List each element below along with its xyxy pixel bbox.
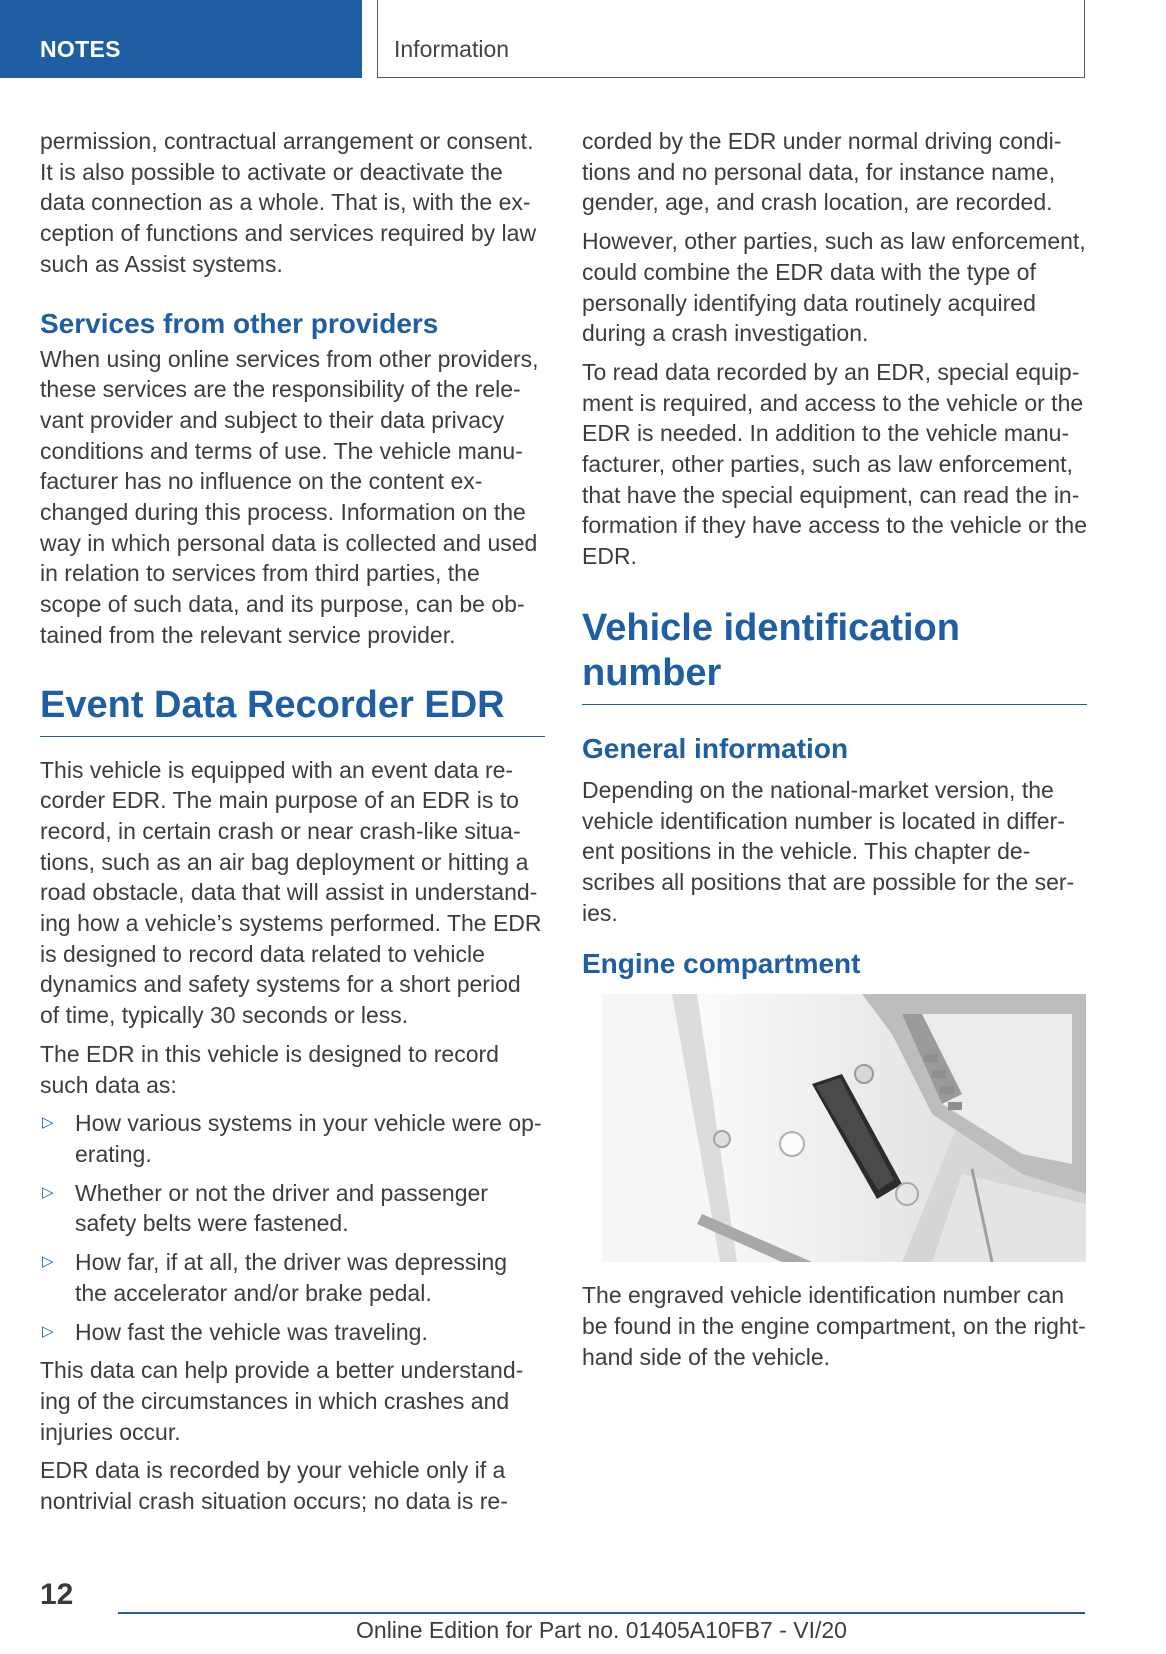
engine-compartment-heading: Engine compartment — [582, 948, 861, 980]
bullet-arrow-icon: ▷ — [42, 1114, 54, 1132]
edr-reading-paragraph: To read data recorded by an EDR, special equipment is required, and access to the vehicle or the EDR is needed. In addition to the vehicle manufacturer, other parties, such as law enforcement, that have the special equipment, can read the information if they have access to the vehicle or the EDR. — [582, 358, 1087, 570]
general-information-paragraph: Depending on the national-market version, the vehicle identification number is located in different positions in the vehicle. This chapter describes all positions that are possible for the series. — [582, 776, 1075, 926]
general-information-heading: General information — [582, 732, 849, 764]
engine-compartment-image — [602, 994, 1086, 1262]
chapter-header — [377, 0, 1085, 78]
right-column — [582, 126, 1087, 1380]
engine-compartment-paragraph: The engraved vehicle identification number can be found in the engine compartment, on the right-hand side of the vehicle. — [582, 1282, 1086, 1370]
chapter-label: Information — [394, 36, 510, 62]
services-heading: Services from other providers — [40, 307, 439, 339]
bullet-arrow-icon: ▷ — [42, 1253, 54, 1271]
bullet-arrow-icon: ▷ — [42, 1322, 54, 1340]
services-paragraph: When using online services from other providers, these services are the responsibility of the relevant provider and subject to their data privacy conditions and terms of use. The vehicle manufacturer has no influence on the content exchanged during this process. Information on the way in which personal data is collected and used in relation to services from third parties, the scope of such data, and its purpose, can be obtained from the relevant service provider. — [40, 345, 539, 648]
list-item: ▷ Whether or not the driver and passenger safety belts were fastened. — [42, 1179, 488, 1237]
list-item: ▷ How various systems in your vehicle were operating. — [42, 1110, 542, 1167]
list-item: ▷ How far, if at all, the driver was depressing the accelerator and/or brake pedal. — [42, 1249, 508, 1306]
section-label: NOTES — [40, 36, 121, 62]
law-enforcement-paragraph: However, other parties, such as law enforcement, could combine the EDR data with the type of personally identifying data routinely acquired during a crash investigation. — [582, 228, 1086, 347]
list-item: ▷ How fast the vehicle was traveling. — [40, 1317, 545, 1348]
bullet-arrow-icon: ▷ — [42, 1183, 54, 1201]
vin-heading: Vehicle identification number — [582, 606, 1087, 705]
edr-paragraph-2: The EDR in this vehicle is designed to record such data as: — [40, 1040, 499, 1098]
intro-paragraph: permission, contractual arrangement or consent. It is also possible to activate or deactivate the data connection as a whole. That is, with the exception of functions and services required by law such as Assist systems. — [40, 128, 537, 277]
section-tab — [0, 0, 362, 78]
edr-data-list — [40, 1108, 545, 1347]
page-number: 12 — [40, 1578, 74, 1611]
edition-footer: Online Edition for Part no. 01405A10FB7 - VI/20 — [356, 1617, 847, 1643]
edr-paragraph-4: EDR data is recorded by your vehicle only if a nontrivial crash situation occurs; no data is re- — [40, 1457, 508, 1515]
edr-heading: Event Data Recorder EDR — [40, 683, 545, 737]
edr-paragraph-3: This data can help provide a better understanding of the circumstances in which crashes and injuries occur. — [40, 1357, 524, 1445]
edr-paragraph-1: This vehicle is equipped with an event data recorder EDR. The main purpose of an EDR is to record, in certain crash or near crash-like situations, such as an air bag deployment or hitting a road obstacle, data that will assist in understanding how a vehicle’s systems performed. The EDR is designed to record data related to vehicle dynamics and safety systems for a short period of time, typically 30 seconds or less. — [40, 756, 542, 1029]
left-column — [40, 126, 545, 1525]
edr-continued-paragraph: corded by the EDR under normal driving conditions and no personal data, for instance name, gender, age, and crash location, are recorded. — [582, 128, 1062, 216]
footer-divider — [118, 1612, 1085, 1614]
